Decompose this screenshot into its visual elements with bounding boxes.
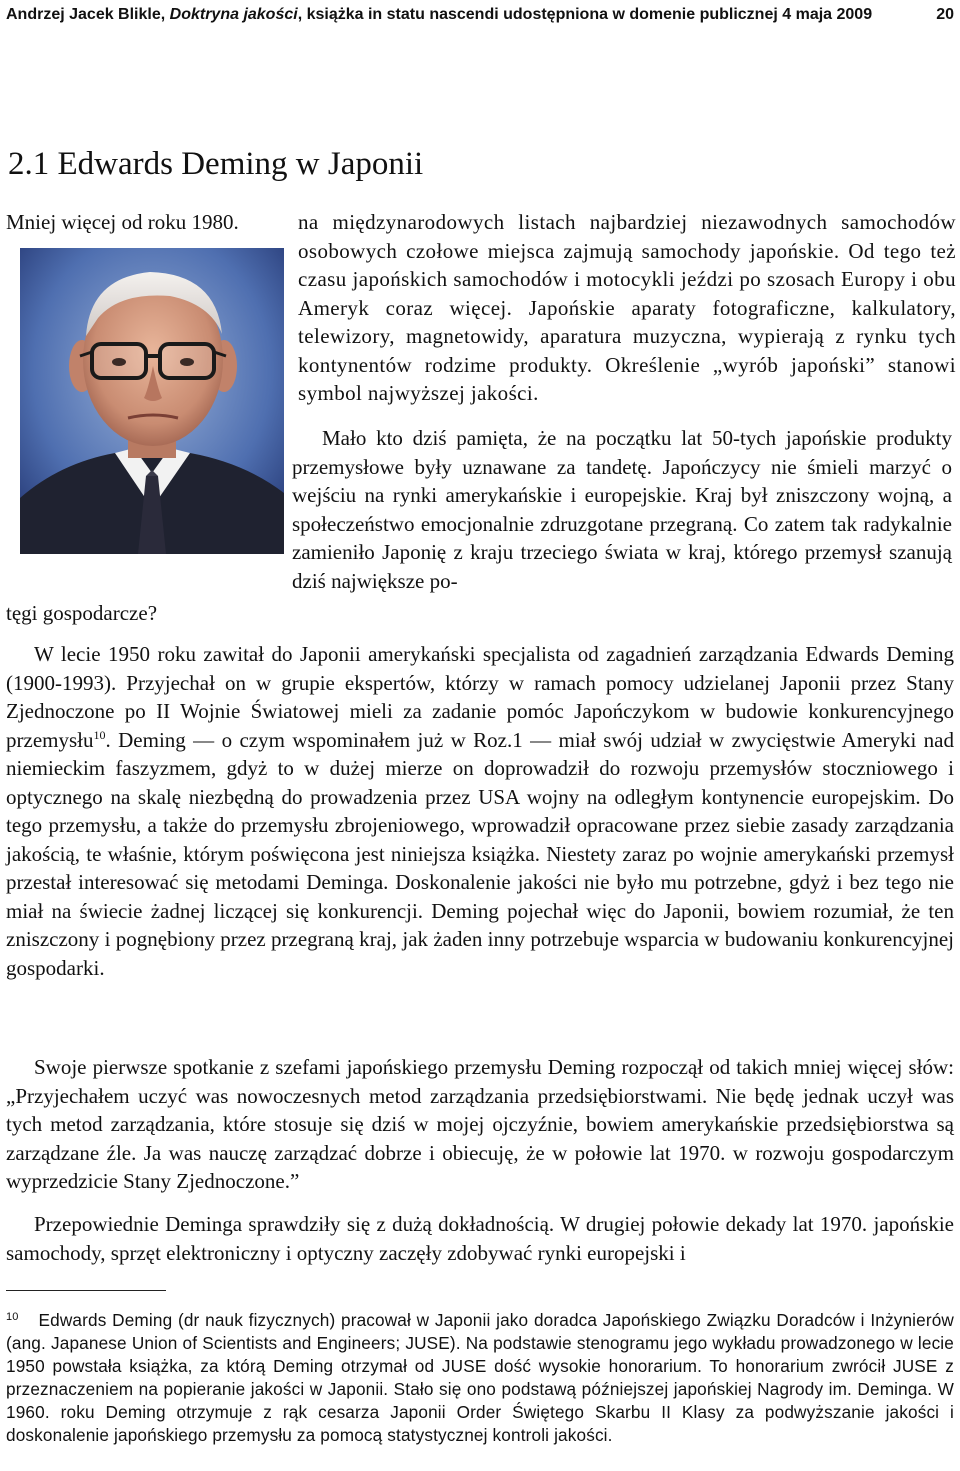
paragraph-text-after-ref: . Deming — o czym wspominałem już w Roz.1 — miał swój udział w zwycięstwie Ameryki nad niemieckim faszyzmem, gdyż to w dużej mierze on doprowadził do rozwoju przemysłów stoczniowego i optycznego na skalę niezbędną do prowadzenia przez USA wojny na odległym kontynencie europejskim. Do tego przemysłu, a także do przemysłu zbrojeniowego, wprowadził opracowane przez siebie zasady zarządzania jakością, te właśnie, którym poświęcona jest niniejsza książka. Niestety zaraz po wojnie amerykański przemysł przestał interesować się metodami Deminga. Doskonalenie jakości nie było mu potrzebne, gdyż i bez tego nie miał na świecie żadnej liczącej się konkurencji. Deming pojechał więc do Japonii, bowiem rozumiał, że ten zniszczony i pognębiony przez przegraną kraj, jak żaden inny potrzebuje wsparcia w budowaniu konkurencyjnej gospodarki. — [6, 727, 954, 980]
running-header — [6, 3, 956, 27]
header-note: , książka in statu nascendi udostępniona w domenie publicznej 4 maja 2009 — [297, 6, 873, 23]
header-book-title: Doktryna jakości — [169, 6, 298, 23]
paragraph-predictions: Przepowiednie Deminga sprawdziły się z dużą dokładnością. W drugiej połowie dekady lat 1970. japońskie samochody, sprzęt elektroniczny i optyczny zaczęły zdobywać rynki europejski i — [6, 1212, 954, 1265]
intro-text: na międzynarodowych listach najbardziej niezawodnych samochodów osobowych czołowe miejsca zajmują samochody japońskie. Od tego też czasu japońskich samochodów i motocykli jeździ po szosach Europy i obu Ameryk coraz więcej. Japońskie aparaty fotograficzne, kalkulatory, telewizory, magnetowidy, aparatura muzyczna, wypierają z rynku tych kontynentów rodzime produkty. Określenie „wyrób japoński” stanowi symbol najwyższej jakości. — [298, 210, 956, 405]
paragraph-text-before-ref: W lecie 1950 roku zawitał do Japonii amerykański specjalista od zagadnień zarządzania Edwards Deming (1900-1993). Przyjechał on w grupie ekspertów, którzy w ramach pomocy udzielanej Japonii przez Stany Zjednoczone po II Wojnie Światowej mieli za zadanie pomóc Japończykom w budowie konkurencyjnego przemysłu — [6, 642, 954, 752]
intro-first-words: Mniej więcej od roku 1980. — [6, 210, 239, 234]
section-title: 2.1 Edwards Deming w Japonii — [8, 146, 424, 182]
footnote-text: Edwards Deming (dr nauk fizycznych) pracował w Japonii jako doradca Japońskiego Związku Doradców i Inżynierów (ang. Japanese Union of Scientists and Engineers; JUSE). Na podstawie stenogramu jego wykładu prowadzonego w lecie 1950 powstała książka, za którą Deming otrzymał od JUSE dość wysokie honorarium. To honorarium zwrócił JUSE z przeznaczeniem na popieranie jakości w Japonii. Stało się ono podstawą późniejszej japońskiej Nagrody im. Deminga. W 1960. roku Deming otrzymuje z rąk cesarza Japonii Order Świętego Skarbu II Klasy za podwyższanie jakości i doskonalenie japońskiego przemysłu za pomocą statystycznej kontroli jakości. — [6, 1310, 954, 1446]
page-number: 20 — [936, 6, 954, 23]
footnote-number: 10 — [6, 1311, 19, 1323]
footnote-ref: 10 — [93, 727, 106, 742]
paragraph-japanese-products: Mało kto dziś pamięta, że na początku lat 50-tych japońskie produkty przemysłowe były uznawane za tandetę. Japończycy nie śmieli marzyć o wejściu na rynki amerykańskie i europejskie. Kraj był zniszczony wojną, a społeczeństwo emocjonalnie zdruzgotane przegraną. Co zatem tak radykalnie zamieniło Japonię z kraju trzeciego świata w kraj, którego przemysł szanują dziś największe po- — [292, 426, 952, 593]
intro-last-words: tęgi gospodarcze? — [6, 601, 158, 625]
paragraph-first-meeting: Swoje pierwsze spotkanie z szefami japońskiego przemysłu Deming rozpoczął od takich mniej więcej słów: „Przyjechałem uczyć was nowoczesnych metod zarządzania przedsiębiorstwami. Nie będę jednak uczył was tych metod zarządzania, które stosuje się dziś w mojej ojczyźnie, bowiem amerykańskie przedsiębiorstwa są zarządzane źle. Ja was nauczę zarządzać dobrze i obiecuję, że w połowie lat 1970. w rozwoju gospodarczym wyprzedzicie Stany Zjednoczone.” — [6, 1055, 954, 1193]
header-author: Andrzej Jacek Blikle, — [6, 6, 170, 23]
footnote — [6, 1306, 954, 1448]
footnote-divider — [6, 1290, 166, 1291]
paragraph-deming-arrival — [6, 640, 954, 982]
deming-portrait-photo — [20, 248, 284, 554]
